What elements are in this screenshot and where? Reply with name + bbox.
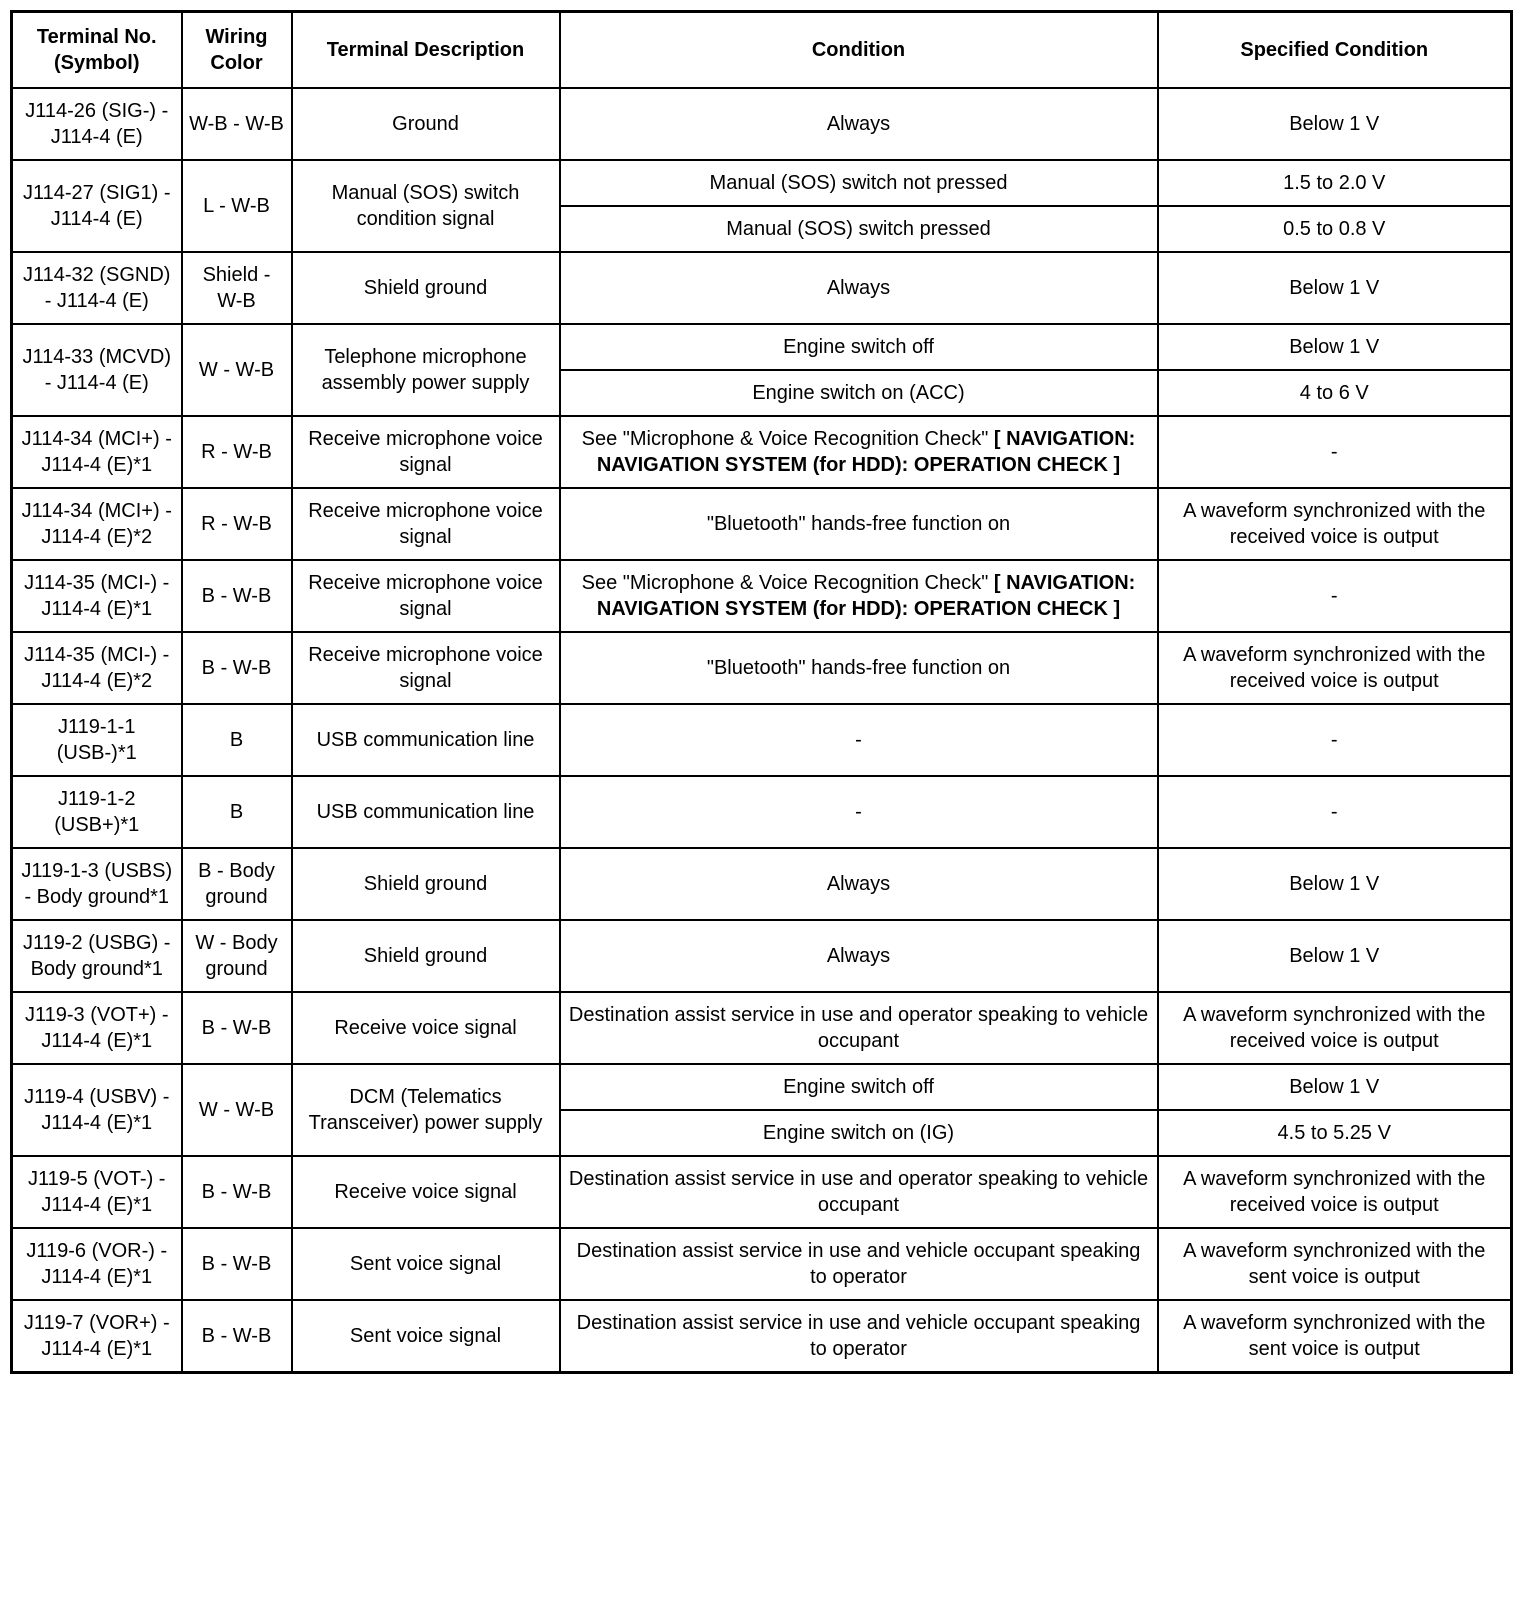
description-cell: Receive voice signal [292,992,560,1064]
table-row [12,160,1512,206]
table-row [12,1228,1512,1300]
specified-condition-cell: - [1158,704,1512,776]
condition-cell: Engine switch off [560,324,1158,370]
description-cell: Receive microphone voice signal [292,632,560,704]
condition-cell: Destination assist service in use and operator speaking to vehicle occupant [560,992,1158,1064]
header-specified-condition: Specified Condition [1158,12,1512,89]
condition-cell: Always [560,88,1158,160]
condition-cell: Manual (SOS) switch pressed [560,206,1158,252]
wiring-color-cell: B - W-B [182,632,292,704]
specified-condition-cell: A waveform synchronized with the received voice is output [1158,488,1512,560]
wiring-color-cell: Shield - W-B [182,252,292,324]
condition-cell: - [560,704,1158,776]
terminal-cell: J119-4 (USBV) - J114-4 (E)*1 [12,1064,182,1156]
terminal-cell: J114-26 (SIG-) - J114-4 (E) [12,88,182,160]
table-row [12,488,1512,560]
specified-condition-cell: - [1158,560,1512,632]
condition-reference-bold: [ NAVIGATION: NAVIGATION SYSTEM (for HDD): OPERATION CHECK ] [596,428,1136,476]
header-row [12,12,1512,89]
terminal-cell: J119-1-2 (USB+)*1 [12,776,182,848]
header-terminal-description: Terminal Description [292,12,560,89]
specified-condition-cell: Below 1 V [1158,88,1512,160]
condition-cell: - [560,776,1158,848]
description-cell: Shield ground [292,252,560,324]
specified-condition-cell: A waveform synchronized with the received voice is output [1158,632,1512,704]
description-cell: Receive microphone voice signal [292,488,560,560]
description-cell: Shield ground [292,848,560,920]
wiring-color-cell: B - W-B [182,560,292,632]
terminal-cell: J114-32 (SGND) - J114-4 (E) [12,252,182,324]
specified-condition-cell: - [1158,776,1512,848]
description-cell: Manual (SOS) switch condition signal [292,160,560,252]
specified-condition-cell: A waveform synchronized with the received voice is output [1158,1156,1512,1228]
condition-cell: Always [560,920,1158,992]
table-row [12,848,1512,920]
condition-cell: Destination assist service in use and operator speaking to vehicle occupant [560,1156,1158,1228]
wiring-color-cell: W - Body ground [182,920,292,992]
terminal-cell: J119-1-1 (USB-)*1 [12,704,182,776]
header-wiring-color: Wiring Color [182,12,292,89]
wiring-color-cell: L - W-B [182,160,292,252]
specified-condition-cell: Below 1 V [1158,252,1512,324]
condition-cell: "Bluetooth" hands-free function on [560,488,1158,560]
wiring-color-cell: W - W-B [182,1064,292,1156]
wiring-color-cell: B - Body ground [182,848,292,920]
terminal-cell: J114-33 (MCVD) - J114-4 (E) [12,324,182,416]
table-row [12,1064,1512,1110]
description-cell: Sent voice signal [292,1228,560,1300]
terminal-cell: J114-34 (MCI+) - J114-4 (E)*2 [12,488,182,560]
terminal-cell: J119-5 (VOT-) - J114-4 (E)*1 [12,1156,182,1228]
table-body [12,88,1512,1373]
specified-condition-cell: A waveform synchronized with the sent voice is output [1158,1300,1512,1373]
specified-condition-cell: Below 1 V [1158,848,1512,920]
header-terminal-no: Terminal No. (Symbol) [12,12,182,89]
terminal-spec-table [10,10,1513,1374]
terminal-cell: J114-35 (MCI-) - J114-4 (E)*1 [12,560,182,632]
specified-condition-cell: 4.5 to 5.25 V [1158,1110,1512,1156]
table-row [12,416,1512,488]
wiring-color-cell: B - W-B [182,1228,292,1300]
header-condition: Condition [560,12,1158,89]
description-cell: DCM (Telematics Transceiver) power supply [292,1064,560,1156]
condition-text: See "Microphone & Voice Recognition Check" [581,428,994,450]
specified-condition-cell: A waveform synchronized with the received voice is output [1158,992,1512,1064]
condition-cell: Destination assist service in use and vehicle occupant speaking to operator [560,1228,1158,1300]
terminal-cell: J119-3 (VOT+) - J114-4 (E)*1 [12,992,182,1064]
description-cell: Receive microphone voice signal [292,416,560,488]
table-header [12,12,1512,89]
specified-condition-cell: - [1158,416,1512,488]
specified-condition-cell: 4 to 6 V [1158,370,1512,416]
description-cell: Ground [292,88,560,160]
wiring-color-cell: B - W-B [182,1300,292,1373]
terminal-cell: J119-6 (VOR-) - J114-4 (E)*1 [12,1228,182,1300]
condition-text: See "Microphone & Voice Recognition Check" [581,572,994,594]
specified-condition-cell: 1.5 to 2.0 V [1158,160,1512,206]
specified-condition-cell: A waveform synchronized with the sent voice is output [1158,1228,1512,1300]
condition-reference-bold: [ NAVIGATION: NAVIGATION SYSTEM (for HDD): OPERATION CHECK ] [596,572,1136,620]
condition-cell [560,560,1158,632]
description-cell: Telephone microphone assembly power supply [292,324,560,416]
terminal-cell: J119-2 (USBG) - Body ground*1 [12,920,182,992]
specified-condition-cell: Below 1 V [1158,324,1512,370]
description-cell: Receive microphone voice signal [292,560,560,632]
table-row [12,704,1512,776]
specified-condition-cell: 0.5 to 0.8 V [1158,206,1512,252]
terminal-cell: J114-34 (MCI+) - J114-4 (E)*1 [12,416,182,488]
table-row [12,776,1512,848]
wiring-color-cell: B [182,776,292,848]
wiring-color-cell: B - W-B [182,992,292,1064]
wiring-color-cell: B - W-B [182,1156,292,1228]
wiring-color-cell: R - W-B [182,488,292,560]
description-cell: Sent voice signal [292,1300,560,1373]
description-cell: Receive voice signal [292,1156,560,1228]
specified-condition-cell: Below 1 V [1158,1064,1512,1110]
wiring-color-cell: R - W-B [182,416,292,488]
table-row [12,324,1512,370]
description-cell: USB communication line [292,704,560,776]
condition-cell: Engine switch on (ACC) [560,370,1158,416]
description-cell: Shield ground [292,920,560,992]
condition-cell: Engine switch on (IG) [560,1110,1158,1156]
table-row [12,1300,1512,1373]
table-row [12,992,1512,1064]
terminal-cell: J119-1-3 (USBS) - Body ground*1 [12,848,182,920]
condition-cell: "Bluetooth" hands-free function on [560,632,1158,704]
table-row [12,560,1512,632]
table-row [12,920,1512,992]
terminal-cell: J114-35 (MCI-) - J114-4 (E)*2 [12,632,182,704]
table-row [12,1156,1512,1228]
condition-cell: Manual (SOS) switch not pressed [560,160,1158,206]
condition-cell: Engine switch off [560,1064,1158,1110]
wiring-color-cell: W - W-B [182,324,292,416]
specified-condition-cell: Below 1 V [1158,920,1512,992]
condition-cell [560,416,1158,488]
table-row [12,632,1512,704]
terminal-cell: J119-7 (VOR+) - J114-4 (E)*1 [12,1300,182,1373]
condition-cell: Always [560,848,1158,920]
terminal-cell: J114-27 (SIG1) - J114-4 (E) [12,160,182,252]
table-row [12,252,1512,324]
condition-cell: Destination assist service in use and vehicle occupant speaking to operator [560,1300,1158,1373]
condition-cell: Always [560,252,1158,324]
wiring-color-cell: W-B - W-B [182,88,292,160]
description-cell: USB communication line [292,776,560,848]
wiring-color-cell: B [182,704,292,776]
table-row [12,88,1512,160]
